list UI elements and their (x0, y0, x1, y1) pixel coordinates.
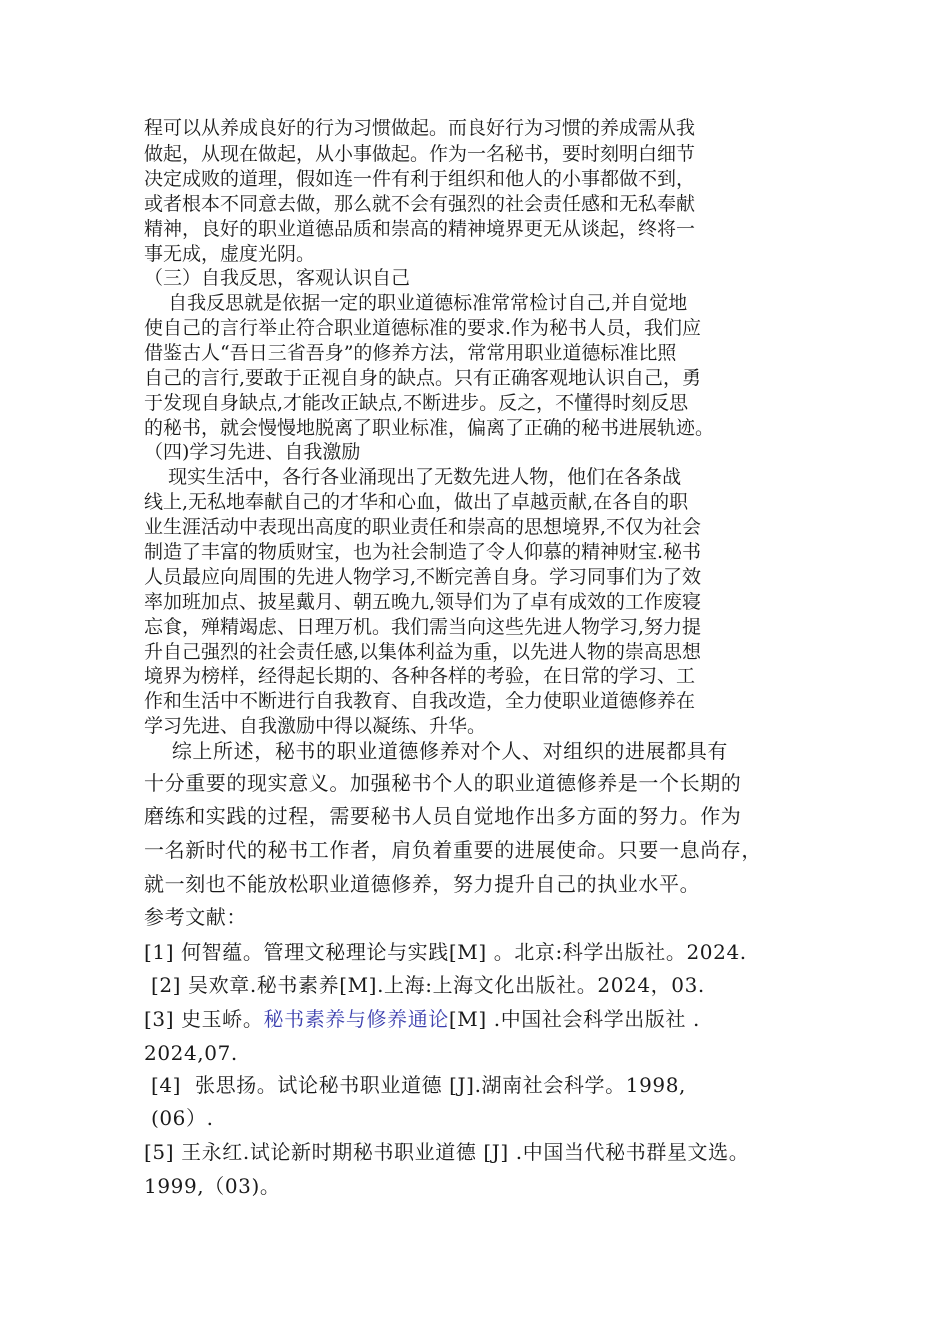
reference-item: [4] 张思扬。试论秘书职业道德 [J].湖南社会科学。1998, (144, 1073, 686, 1097)
body-text-line: 忘食，殚精竭虑、日理万机。我们需当向这些先进人物学习,努力提 (144, 616, 702, 638)
reference-prefix: [3] 史玉峤。 (144, 1007, 264, 1031)
reference-item: [2] 吴欢章.秘书素养[M].上海:上海文化出版社。2024，03. (144, 973, 705, 997)
body-text-line: 自我反思就是依据一定的职业道德标准常常检讨自己,并自觉地 (144, 292, 688, 314)
body-text-line: 升自己强烈的社会责任感,以集体利益为重，以先进人物的崇高思想 (144, 641, 702, 663)
body-text-line: 事无成，虚度光阴。 (144, 243, 316, 265)
body-text-line: 制造了丰富的物质财宝，也为社会制造了令人仰慕的精神财宝.秘书 (144, 541, 702, 563)
references-heading: 参考文献： (144, 905, 247, 929)
reference-item-continuation: 1999,（03)。 (144, 1174, 281, 1198)
reference-item-continuation: (06）. (144, 1106, 214, 1130)
body-text-line: 学习先进、自我激励中得以凝练、升华。 (144, 715, 487, 737)
body-text-line: 借鉴古人“吾日三省吾身”的修养方法，常常用职业道德标准比照 (144, 342, 677, 364)
section-heading: （三）自我反思，客观认识自己 (144, 267, 411, 289)
body-text-line: 的秘书，就会慢慢地脱离了职业标准，偏离了正确的秘书进展轨迹。 (144, 417, 715, 439)
body-text-line: 一名新时代的秘书工作者，肩负着重要的进展使命。只要一息尚存， (144, 838, 762, 862)
body-text-line: 使自己的言行举止符合职业道德标准的要求.作为秘书人员，我们应 (144, 317, 702, 339)
body-text-line: 境界为榜样，经得起长期的、各种各样的考验，在日常的学习、工 (144, 665, 696, 687)
body-text-line: 作和生活中不断进行自我教育、自我改造，全力使职业道德修养在 (144, 690, 696, 712)
body-text-line: 就一刻也不能放松职业道德修养，努力提升自己的执业水平。 (144, 872, 701, 896)
body-text-line: 或者根本不同意去做，那么就不会有强烈的社会责任感和无私奉献 (144, 193, 696, 215)
body-text-line: 率加班加点、披星戴月、朝五晚九,领导们为了卓有成效的工作废寝 (144, 591, 702, 613)
body-text-line: 综上所述，秘书的职业道德修养对个人、对组织的进展都具有 (144, 739, 729, 763)
reference-item-continuation: 2024,07. (144, 1041, 238, 1065)
body-text-line: 于发现自身缺点,才能改正缺点,不断进步。反之，不懂得时刻反思 (144, 392, 689, 414)
body-text-line: 业生涯活动中表现出高度的职业责任和崇高的思想境界,不仅为社会 (144, 516, 702, 538)
body-text-line: 磨练和实践的过程，需要秘书人员自觉地作出多方面的努力。作为 (144, 804, 742, 828)
reference-link[interactable]: 秘书素养与修养通论 (263, 1007, 449, 1031)
reference-item: [1] 何智蕴。管理文秘理论与实践[M] 。北京:科学出版社。2024. (144, 940, 747, 964)
body-text-line: 程可以从养成良好的行为习惯做起。而良好行为习惯的养成需从我 (144, 117, 696, 139)
body-text-line: 做起，从现在做起，从小事做起。作为一名秘书，要时刻明白细节 (144, 143, 696, 165)
body-text-line: 线上,无私地奉献自己的才华和心血，做出了卓越贡献,在各自的职 (144, 491, 689, 513)
reference-item: [5] 王永红.试论新时期秘书职业道德 [J] .中国当代秘书群星文选。 (144, 1140, 750, 1164)
body-text-line: 人员最应向周围的先进人物学习,不断完善自身。学习同事们为了效 (144, 566, 702, 588)
body-text-line: 自己的言行,要敢于正视自身的缺点。只有正确客观地认识自己，勇 (144, 367, 702, 389)
reference-item (144, 1007, 700, 1031)
body-text-line: 精神，良好的职业道德品质和崇高的精神境界更无从谈起，终将一 (144, 218, 696, 240)
reference-suffix: [M] .中国社会科学出版社 . (448, 1007, 701, 1031)
body-text-line: 现实生活中，各行各业涌现出了无数先进人物，他们在各条战 (144, 466, 682, 488)
section-heading: （四)学习先进、自我激励 (144, 441, 361, 463)
body-text-line: 决定成败的道理，假如连一件有利于组织和他人的小事都做不到， (144, 168, 696, 190)
body-text-line: 十分重要的现实意义。加强秘书个人的职业道德修养是一个长期的 (144, 771, 742, 795)
